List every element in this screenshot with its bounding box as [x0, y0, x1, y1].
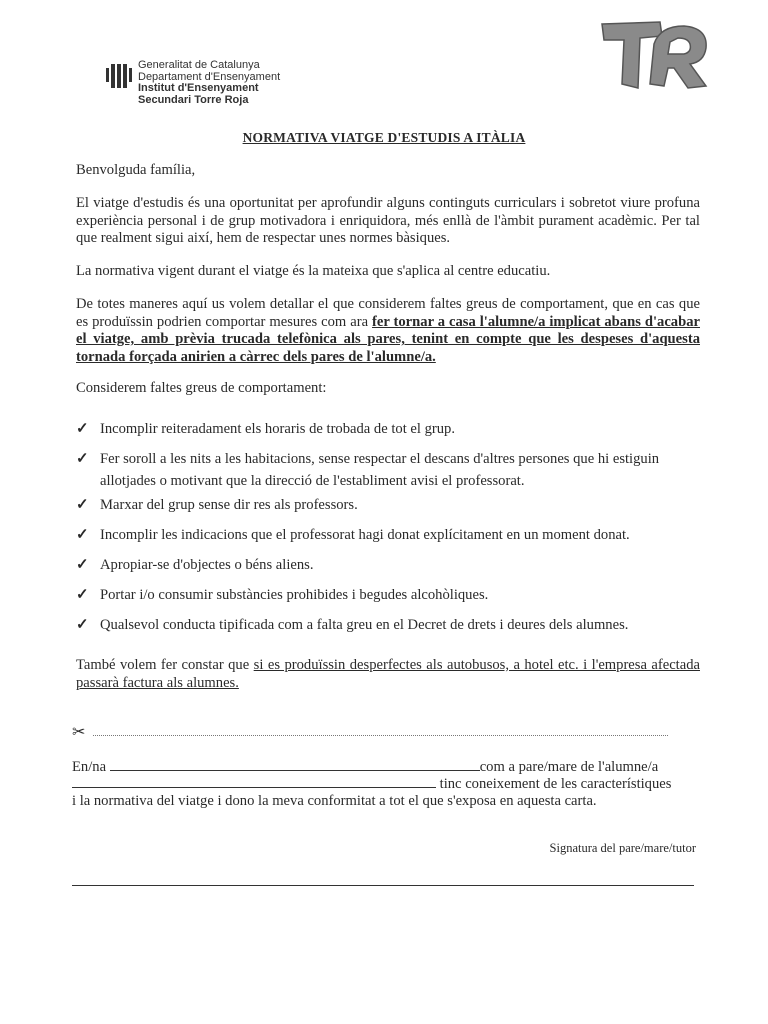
consequences-paragraph — [76, 296, 700, 366]
list-item-text: Fer soroll a les nits a les habitacions, sense respectar el descans d'altres persones que hi estiguin allotjades o motivant que la direcció de l'establiment avisi el professorat. — [100, 451, 660, 489]
list-item-text: Portar i/o consumir substàncies prohibides i begudes alcohòliques. — [100, 587, 489, 603]
page-title: NORMATIVA VIATGE D'ESTUDIS A ITÀLIA — [242, 130, 526, 145]
check-icon: ✓ — [76, 497, 89, 513]
consent-line-2 — [72, 776, 700, 793]
list-item — [76, 418, 706, 440]
list-item-text: Incomplir les indicacions que el professorat hagi donat explícitament en un moment donat. — [100, 527, 630, 543]
damages-underlined: si es produïssin desperfectes als autobusos, a hotel etc. i l'empresa afectada passarà factura als alumnes. — [76, 657, 700, 691]
faults-list — [76, 418, 706, 636]
list-item — [76, 554, 706, 576]
rules-paragraph: La normativa vigent durant el viatge és la mateixa que s'aplica al centre educatiu. — [76, 263, 551, 279]
list-item — [76, 494, 706, 516]
cut-line — [72, 722, 668, 742]
faults-heading: Considerem faltes greus de comportament: — [76, 380, 327, 396]
check-icon: ✓ — [76, 587, 89, 603]
header-line-2: Departament d'Ensenyament — [138, 70, 281, 83]
list-item-text: Marxar del grup sense dir res als professors. — [100, 497, 358, 513]
generalitat-emblem-icon — [106, 62, 132, 90]
damages-paragraph — [76, 657, 700, 692]
check-icon: ✓ — [76, 617, 89, 633]
greeting: Benvolguda família, — [76, 162, 196, 178]
institution-name — [138, 60, 280, 106]
list-item — [76, 448, 706, 492]
consequences-emphasis: fer tornar a casa l'alumne/a implicat abans d'acabar el viatge, amb prèvia trucada telefònica als pares, tenint en compte que les despeses d'aquesta tornada forçada anirien a càrrec dels pares de l'alumne/a. — [76, 313, 700, 365]
list-item — [76, 524, 706, 546]
parent-name-field[interactable] — [110, 770, 480, 771]
header-line-1: Generalitat de Catalunya — [138, 59, 260, 71]
list-item-text: Incomplir reiteradament els horaris de trobada de tot el grup. — [100, 421, 455, 437]
check-icon: ✓ — [76, 421, 89, 437]
list-item — [76, 614, 706, 636]
form-after-name: com a pare/mare de l'alumne/a — [479, 759, 659, 775]
dotted-line — [93, 735, 668, 736]
form-after-student: tinc coneixement de les característiques — [439, 776, 672, 792]
consequences-text: De totes maneres aquí us volem detallar el que considerem faltes greus de comportament, que en cas que es produïssin podrien comportar mesures com ara — [76, 296, 700, 330]
check-icon: ✓ — [76, 451, 89, 467]
damages-text: També volem fer constar que — [76, 657, 254, 673]
header-line-3: Institut d'Ensenyament — [138, 82, 259, 94]
school-logo-icon — [598, 18, 712, 92]
consent-line-3: i la normativa del viatge i dono la meva conformitat a tot el que s'exposa en aquesta carta. — [72, 793, 597, 809]
list-item-text: Apropiar-se d'objectes o béns aliens. — [100, 557, 314, 573]
intro-paragraph: El viatge d'estudis és una oportunitat per aprofundir alguns continguts curriculars i sobretot viure profuna experiència personal i de grup motivadora i enriquidora, més enllà de l'àmbit purament acadèmic. Per tal que realment sigui així, hem de respectar unes normes bàsiques. — [76, 195, 700, 246]
student-name-field[interactable] — [72, 787, 436, 788]
scissors-icon: ✂ — [72, 724, 86, 741]
institution-header — [106, 60, 280, 106]
header-line-4: Secundari Torre Roja — [138, 93, 249, 106]
signature-label: Signatura del pare/mare/tutor — [549, 841, 696, 855]
check-icon: ✓ — [76, 527, 89, 543]
signature-field[interactable] — [72, 885, 694, 886]
consent-line-1 — [72, 759, 700, 776]
form-prefix: En/na — [72, 759, 107, 775]
list-item-text: Qualsevol conducta tipificada com a falta greu en el Decret de drets i deures dels alumnes. — [100, 617, 629, 633]
list-item — [76, 584, 706, 606]
check-icon: ✓ — [76, 557, 89, 573]
